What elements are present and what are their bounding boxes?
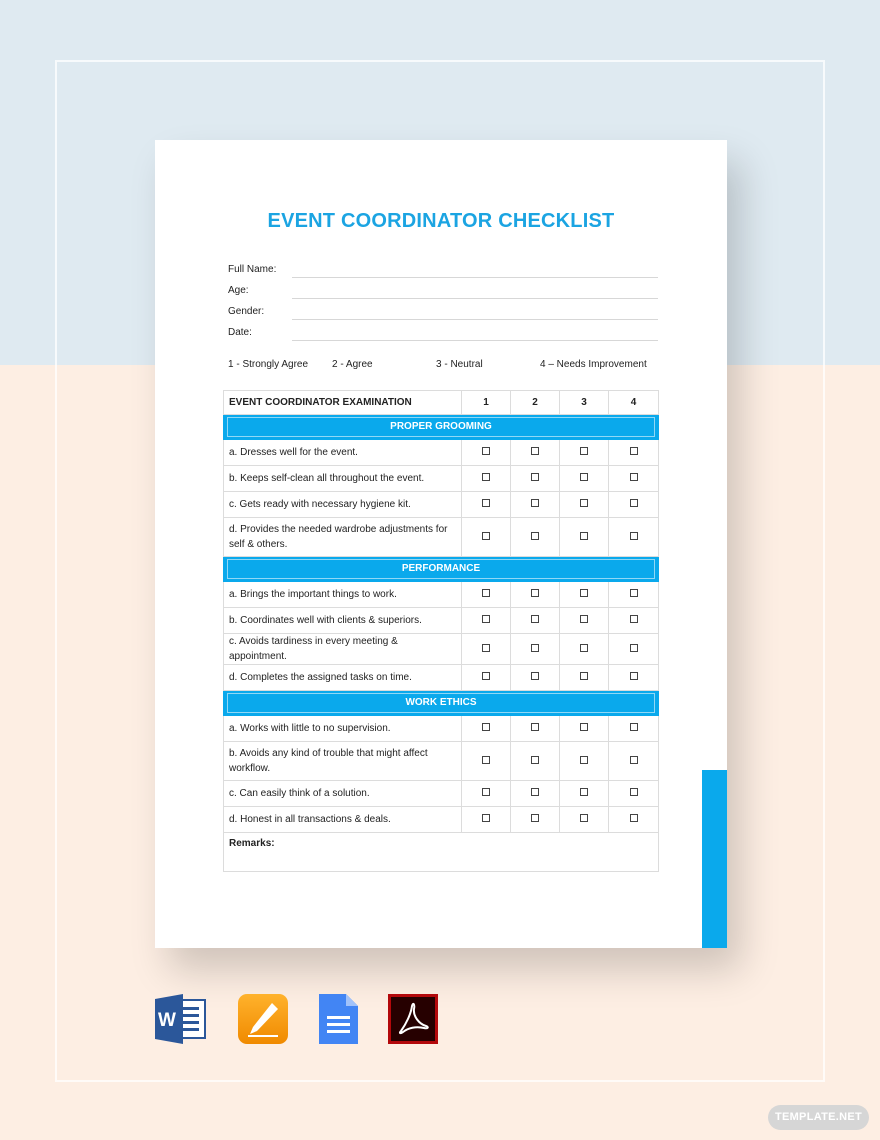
checkbox[interactable] — [630, 447, 638, 455]
field-label-age: Age: — [228, 285, 249, 296]
item-text: d. Completes the assigned tasks on time. — [224, 665, 462, 691]
acrobat-pdf-icon[interactable] — [388, 994, 440, 1044]
google-docs-icon[interactable] — [318, 994, 370, 1044]
scale-2: 2 - Agree — [332, 359, 373, 370]
table-row — [224, 492, 659, 518]
checkbox[interactable] — [482, 473, 490, 481]
item-text: a. Brings the important things to work. — [224, 582, 462, 608]
item-text: c. Can easily think of a solution. — [224, 781, 462, 807]
section-header-row — [224, 691, 659, 716]
table-row — [224, 466, 659, 492]
checkbox[interactable] — [580, 814, 588, 822]
checkbox[interactable] — [580, 532, 588, 540]
checkbox[interactable] — [580, 499, 588, 507]
checkbox[interactable] — [580, 788, 588, 796]
word-icon[interactable] — [155, 994, 207, 1044]
checkbox[interactable] — [630, 532, 638, 540]
column-header-2: 2 — [511, 391, 560, 415]
checkbox[interactable] — [580, 589, 588, 597]
checkbox[interactable] — [531, 788, 539, 796]
checkbox[interactable] — [580, 672, 588, 680]
checkbox[interactable] — [482, 788, 490, 796]
checkbox[interactable] — [531, 447, 539, 455]
checkbox[interactable] — [630, 615, 638, 623]
checkbox[interactable] — [630, 672, 638, 680]
checkbox[interactable] — [630, 723, 638, 731]
scale-3: 3 - Neutral — [436, 359, 483, 370]
checkbox[interactable] — [482, 723, 490, 731]
section-title: PROPER GROOMING — [227, 417, 655, 437]
section-title: PERFORMANCE — [227, 559, 655, 579]
checkbox[interactable] — [630, 788, 638, 796]
table-row — [224, 608, 659, 634]
item-text: a. Dresses well for the event. — [224, 440, 462, 466]
checkbox[interactable] — [580, 644, 588, 652]
section-title: WORK ETHICS — [227, 693, 655, 713]
table-header-row — [224, 391, 659, 415]
field-line-date[interactable] — [292, 340, 658, 341]
checkbox[interactable] — [531, 672, 539, 680]
field-line-full-name[interactable] — [292, 277, 658, 278]
item-text: a. Works with little to no supervision. — [224, 716, 462, 742]
checkbox[interactable] — [630, 473, 638, 481]
checkbox[interactable] — [580, 756, 588, 764]
column-header-3: 3 — [560, 391, 609, 415]
checkbox[interactable] — [482, 589, 490, 597]
checkbox[interactable] — [580, 723, 588, 731]
checkbox[interactable] — [531, 499, 539, 507]
checkbox[interactable] — [482, 756, 490, 764]
field-line-gender[interactable] — [292, 319, 658, 320]
field-line-age[interactable] — [292, 298, 658, 299]
checkbox[interactable] — [531, 644, 539, 652]
column-header-1: 1 — [462, 391, 511, 415]
section-header-row — [224, 557, 659, 582]
field-label-gender: Gender: — [228, 306, 265, 317]
checkbox[interactable] — [531, 723, 539, 731]
checkbox[interactable] — [531, 615, 539, 623]
scale-1: 1 - Strongly Agree — [228, 359, 309, 370]
table-row — [224, 582, 659, 608]
table-row — [224, 665, 659, 691]
item-text: c. Avoids tardiness in every meeting & appointment. — [224, 634, 462, 665]
checkbox[interactable] — [482, 615, 490, 623]
scale-4: 4 – Needs Improvement — [540, 359, 647, 370]
item-text: b. Keeps self-clean all throughout the event. — [224, 466, 462, 492]
checkbox[interactable] — [580, 447, 588, 455]
checkbox[interactable] — [531, 589, 539, 597]
table-row — [224, 742, 659, 781]
checkbox[interactable] — [482, 814, 490, 822]
checkbox[interactable] — [531, 473, 539, 481]
table-row — [224, 716, 659, 742]
table-row — [224, 518, 659, 557]
checkbox[interactable] — [482, 532, 490, 540]
checkbox[interactable] — [580, 473, 588, 481]
checkbox[interactable] — [630, 756, 638, 764]
accent-bar — [702, 770, 727, 948]
svg-text:W: W — [158, 1010, 176, 1031]
checklist-table — [223, 390, 659, 872]
remarks-label[interactable]: Remarks: — [224, 833, 659, 872]
checkbox[interactable] — [482, 644, 490, 652]
table-row — [224, 440, 659, 466]
table-row — [224, 807, 659, 833]
field-label-date: Date: — [228, 327, 252, 338]
table-header-label: EVENT COORDINATOR EXAMINATION — [224, 391, 462, 415]
table-row — [224, 634, 659, 665]
checkbox[interactable] — [531, 756, 539, 764]
checkbox[interactable] — [630, 814, 638, 822]
checkbox[interactable] — [630, 589, 638, 597]
item-text: b. Coordinates well with clients & superiors. — [224, 608, 462, 634]
checkbox[interactable] — [482, 499, 490, 507]
checkbox[interactable] — [630, 499, 638, 507]
field-label-full-name: Full Name: — [228, 264, 277, 275]
checkbox[interactable] — [580, 615, 588, 623]
table-row — [224, 781, 659, 807]
checkbox[interactable] — [482, 447, 490, 455]
document-title: EVENT COORDINATOR CHECKLIST — [267, 210, 615, 232]
checkbox[interactable] — [630, 644, 638, 652]
pages-icon[interactable] — [238, 994, 290, 1044]
section-header-row — [224, 415, 659, 440]
checkbox[interactable] — [531, 532, 539, 540]
item-text: d. Honest in all transactions & deals. — [224, 807, 462, 833]
template-net-badge[interactable]: TEMPLATE.NET — [768, 1105, 869, 1130]
item-text: c. Gets ready with necessary hygiene kit. — [224, 492, 462, 518]
checkbox[interactable] — [482, 672, 490, 680]
checkbox[interactable] — [531, 814, 539, 822]
item-text: b. Avoids any kind of trouble that might affect workflow. — [224, 742, 462, 781]
item-text: d. Provides the needed wardrobe adjustments for self & others. — [224, 518, 462, 557]
remarks-row — [224, 833, 659, 872]
column-header-4: 4 — [609, 391, 659, 415]
